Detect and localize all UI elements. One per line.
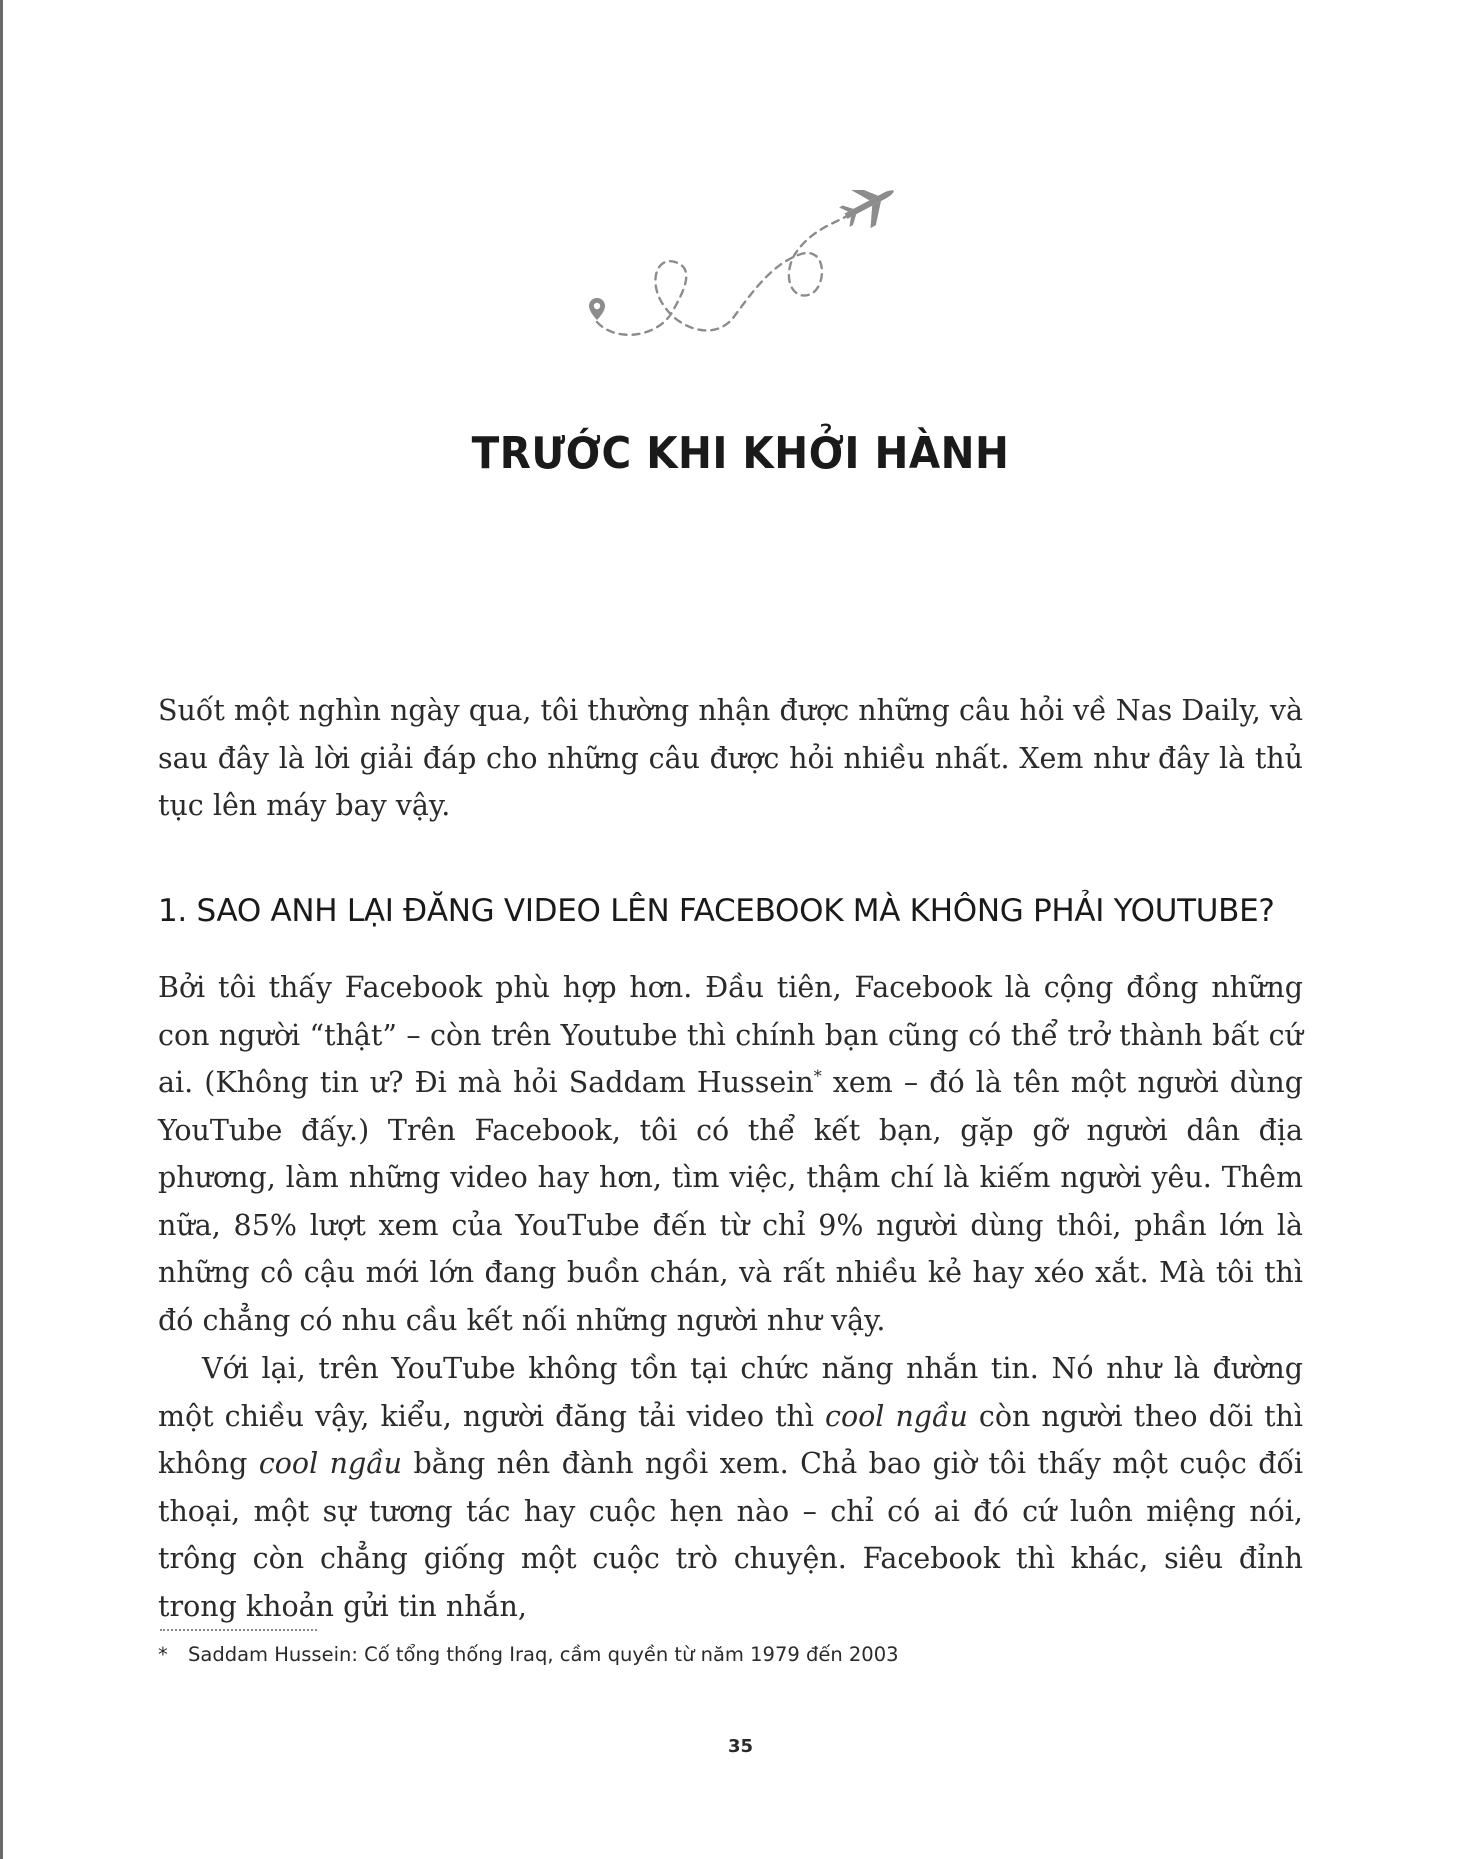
footnote-divider bbox=[160, 1629, 317, 1631]
location-pin-icon bbox=[589, 298, 605, 320]
paragraph-text: bằng nên đành ngồi xem. Chả bao giờ tôi thấy một cuộc đối thoại, một sự tương tác hay cuộc hẹn nào – chỉ có ai đó cứ luôn miệng nói, trông còn chẳng giống một cuộc trò chuyện. Facebook thì khác, siêu đỉnh trong khoản gửi tin nhắn, bbox=[158, 1447, 1304, 1623]
dotted-route-path bbox=[597, 216, 847, 335]
paragraph-text: xem – đó là tên một người dùng YouTube đấy.) Trên Facebook, tôi có thể kết bạn, gặp gỡ người dân địa phương, làm những video hay hơn, tìm việc, thậm chí là kiếm người yêu. Thêm nữa, 85% lượt xem của YouTube đến từ chỉ 9% người dùng thôi, phần lớn là những cô cậu mới lớn đang buồn chán, và rất nhiều kẻ hay xéo xắt. Mà tôi thì đó chẳng có nhu cầu kết nối những người như vậy. bbox=[158, 1066, 1303, 1337]
section-heading: 1. SAO ANH LẠI ĐĂNG VIDEO LÊN FACEBOOK MÀ KHÔNG PHẢI YOUTUBE? bbox=[158, 893, 1275, 929]
emphasis-text: cool ngầu bbox=[258, 1447, 403, 1480]
paragraph-text: Với lại, trên YouTube không tồn tại chức năng nhắn tin. Nó như là đường một chiều vậy, kiểu, người đăng tải video thì bbox=[158, 1352, 1303, 1433]
body-paragraph-1 bbox=[158, 964, 1303, 1344]
chapter-title: TRƯỚC KHI KHỞI HÀNH bbox=[471, 428, 1010, 479]
footnote-text: Saddam Hussein: Cố tổng thống Iraq, cầm quyền từ năm 1979 đến 2003 bbox=[188, 1643, 899, 1666]
airplane-icon bbox=[834, 190, 895, 237]
intro-paragraph: Suốt một nghìn ngày qua, tôi thường nhận được những câu hỏi về Nas Daily, và sau đây là lời giải đáp cho những câu được hỏi nhiều nhất. Xem như đây là thủ tục lên máy bay vậy. bbox=[158, 694, 1303, 822]
footnote-marker: * bbox=[158, 1643, 168, 1666]
page-number: 35 bbox=[727, 1736, 754, 1757]
page-edge bbox=[0, 0, 3, 1859]
emphasis-text: cool ngầu bbox=[825, 1399, 968, 1433]
paragraph-text: còn người theo dõi thì không bbox=[158, 1399, 1303, 1480]
body-paragraph-2 bbox=[158, 1345, 1303, 1630]
airplane-dotted-route-icon bbox=[575, 190, 895, 360]
footnote bbox=[158, 1643, 1298, 1666]
paragraph-text: Bởi tôi thấy Facebook phù hợp hơn. Đầu tiên, Facebook là cộng đồng những con người “thật” – còn trên Youtube thì chính bạn cũng có thể trở thành bất cứ ai. (Không tin ư? Đi mà hỏi Saddam Hussein bbox=[158, 971, 1303, 1099]
footnote-reference: * bbox=[813, 1066, 822, 1086]
